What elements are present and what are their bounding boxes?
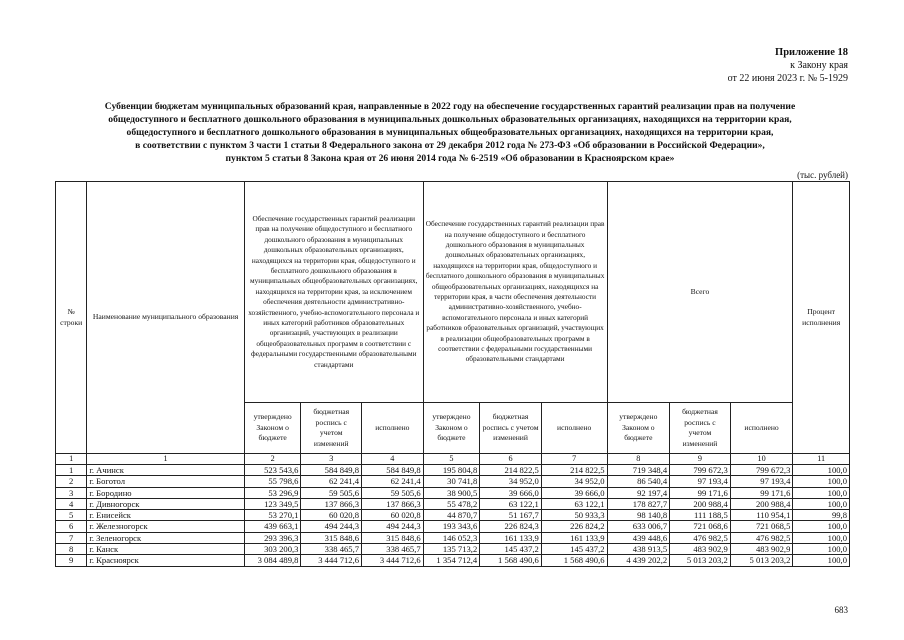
sub-done: исполнено bbox=[541, 403, 607, 454]
value-cell: 226 824,2 bbox=[541, 521, 607, 532]
municipality-name-cell: г. Ачинск bbox=[87, 465, 245, 476]
column-number: 2 bbox=[244, 454, 301, 465]
value-cell: 39 666,0 bbox=[480, 487, 542, 498]
value-cell: 100,0 bbox=[793, 476, 850, 487]
value-cell: 799 672,3 bbox=[730, 465, 793, 476]
table-body bbox=[56, 465, 850, 567]
value-cell: 5 013 203,2 bbox=[730, 555, 793, 566]
value-cell: 195 804,8 bbox=[423, 465, 480, 476]
municipality-name-cell: г. Канск bbox=[87, 544, 245, 555]
value-cell: 100,0 bbox=[793, 544, 850, 555]
value-cell: 60 020,8 bbox=[301, 510, 362, 521]
municipality-name-cell: г. Зеленогорск bbox=[87, 532, 245, 543]
table-row bbox=[56, 487, 850, 498]
appendix-law: к Закону края bbox=[790, 60, 848, 71]
value-cell: 303 200,3 bbox=[244, 544, 301, 555]
column-number: 1 bbox=[56, 454, 87, 465]
value-cell: 63 122,1 bbox=[541, 498, 607, 509]
sub-approved: утверждено Законом о бюджете bbox=[607, 403, 670, 454]
value-cell: 59 505,6 bbox=[362, 487, 424, 498]
header-group2: Обеспечение государственных гарантий реализации прав на получение общедоступного и бесплатного дошкольного образования в муниципальных дошкольных образовательных организациях, находящихся на территории края, общедоступного и бесплатного дошкольного образования в муниципальных общеобразовательных организациях, находящихся на территории края, в части обеспечения деятельности административно-хозяйственного, учебно-вспомогательного персонала и иных категорий работников образовательных организаций, участвующих в реализации общеобразовательных программ в соответствии с федеральными государственными образовательными стандартами bbox=[423, 182, 607, 403]
value-cell: 3 444 712,6 bbox=[301, 555, 362, 566]
value-cell: 100,0 bbox=[793, 555, 850, 566]
column-number: 3 bbox=[301, 454, 362, 465]
value-cell: 494 244,3 bbox=[301, 521, 362, 532]
value-cell: 145 437,2 bbox=[480, 544, 542, 555]
value-cell: 97 193,4 bbox=[730, 476, 793, 487]
value-cell: 97 193,4 bbox=[670, 476, 731, 487]
value-cell: 86 540,4 bbox=[607, 476, 670, 487]
table-row bbox=[56, 510, 850, 521]
value-cell: 145 437,2 bbox=[541, 544, 607, 555]
value-cell: 193 343,6 bbox=[423, 521, 480, 532]
header-total: Всего bbox=[607, 182, 793, 403]
value-cell: 100,0 bbox=[793, 498, 850, 509]
value-cell: 214 822,5 bbox=[541, 465, 607, 476]
value-cell: 100,0 bbox=[793, 521, 850, 532]
row-number-cell: 1 bbox=[56, 465, 87, 476]
column-number: 6 bbox=[480, 454, 542, 465]
value-cell: 30 741,8 bbox=[423, 476, 480, 487]
sub-done: исполнено bbox=[730, 403, 793, 454]
header-row-no: № строки bbox=[56, 182, 87, 454]
value-cell: 494 244,3 bbox=[362, 521, 424, 532]
value-cell: 161 133,9 bbox=[541, 532, 607, 543]
row-number-cell: 7 bbox=[56, 532, 87, 543]
value-cell: 55 478,2 bbox=[423, 498, 480, 509]
value-cell: 34 952,0 bbox=[480, 476, 542, 487]
title-line: общедоступного и бесплатного дошкольного образования в муниципальных дошкольных образовательных организациях, находящихся на территории края, bbox=[108, 114, 792, 125]
value-cell: 60 020,8 bbox=[362, 510, 424, 521]
row-number-cell: 2 bbox=[56, 476, 87, 487]
value-cell: 719 348,4 bbox=[607, 465, 670, 476]
value-cell: 633 006,7 bbox=[607, 521, 670, 532]
value-cell: 1 354 712,4 bbox=[423, 555, 480, 566]
table-row bbox=[56, 498, 850, 509]
value-cell: 476 982,5 bbox=[670, 532, 731, 543]
value-cell: 55 798,6 bbox=[244, 476, 301, 487]
value-cell: 178 827,7 bbox=[607, 498, 670, 509]
value-cell: 1 568 490,6 bbox=[541, 555, 607, 566]
subsidy-table bbox=[55, 181, 850, 567]
value-cell: 50 933,3 bbox=[541, 510, 607, 521]
value-cell: 584 849,8 bbox=[301, 465, 362, 476]
header-group1: Обеспечение государственных гарантий реализации прав на получение общедоступного и бесплатного дошкольного образования в муниципальных дошкольных образовательных организациях, находящихся на территории края, общедоступного и бесплатного дошкольного образования в муниципальных общеобразовательных организациях, находящихся на территории края, за исключением обеспечения деятельности административно-хозяйственного, учебно-вспомогательного персонала и иных категорий работников образовательных организаций, участвующих в реализации общеобразовательных программ в соответствии с федеральными государственными образовательными стандартами bbox=[244, 182, 423, 403]
value-cell: 39 666,0 bbox=[541, 487, 607, 498]
municipality-name-cell: г. Бородино bbox=[87, 487, 245, 498]
column-number: 7 bbox=[541, 454, 607, 465]
value-cell: 99 171,6 bbox=[730, 487, 793, 498]
municipality-name-cell: г. Боготол bbox=[87, 476, 245, 487]
value-cell: 799 672,3 bbox=[670, 465, 731, 476]
value-cell: 62 241,4 bbox=[362, 476, 424, 487]
value-cell: 5 013 203,2 bbox=[670, 555, 731, 566]
value-cell: 439 448,6 bbox=[607, 532, 670, 543]
title-line: Субвенции бюджетам муниципальных образований края, направленные в 2022 году на обеспечение государственных гарантий реализации прав на получение bbox=[104, 101, 796, 112]
value-cell: 161 133,9 bbox=[480, 532, 542, 543]
value-cell: 584 849,8 bbox=[362, 465, 424, 476]
header-name: Наименование муниципального образования bbox=[87, 182, 245, 454]
value-cell: 476 982,5 bbox=[730, 532, 793, 543]
value-cell: 137 866,3 bbox=[301, 498, 362, 509]
value-cell: 146 052,3 bbox=[423, 532, 480, 543]
sub-approved: утверждено Законом о бюджете bbox=[244, 403, 301, 454]
table-row bbox=[56, 476, 850, 487]
municipality-name-cell: г. Железногорск bbox=[87, 521, 245, 532]
row-number-cell: 9 bbox=[56, 555, 87, 566]
value-cell: 51 167,7 bbox=[480, 510, 542, 521]
value-cell: 100,0 bbox=[793, 465, 850, 476]
column-number: 1 bbox=[87, 454, 245, 465]
value-cell: 483 902,9 bbox=[670, 544, 731, 555]
value-cell: 59 505,6 bbox=[301, 487, 362, 498]
row-number-cell: 3 bbox=[56, 487, 87, 498]
column-number: 8 bbox=[607, 454, 670, 465]
value-cell: 63 122,1 bbox=[480, 498, 542, 509]
value-cell: 214 822,5 bbox=[480, 465, 542, 476]
value-cell: 98 140,8 bbox=[607, 510, 670, 521]
title-line: пунктом 5 статьи 8 Закона края от 26 июня 2014 года № 6-2519 «Об образовании в Красноярском крае» bbox=[225, 153, 675, 164]
title-line: в соответствии с пунктом 3 части 1 статьи 8 Федерального закона от 29 декабря 2012 года № 273-ФЗ «Об образовании в Российской Федерации», bbox=[135, 140, 765, 151]
value-cell: 721 068,6 bbox=[670, 521, 731, 532]
appendix-number: Приложение 18 bbox=[775, 47, 848, 58]
value-cell: 111 188,5 bbox=[670, 510, 731, 521]
column-number: 4 bbox=[362, 454, 424, 465]
column-number: 11 bbox=[793, 454, 850, 465]
value-cell: 338 465,7 bbox=[301, 544, 362, 555]
value-cell: 338 465,7 bbox=[362, 544, 424, 555]
value-cell: 483 902,9 bbox=[730, 544, 793, 555]
value-cell: 315 848,6 bbox=[301, 532, 362, 543]
value-cell: 44 870,7 bbox=[423, 510, 480, 521]
value-cell: 200 988,4 bbox=[670, 498, 731, 509]
header-row-main bbox=[56, 182, 850, 403]
table-row bbox=[56, 555, 850, 566]
value-cell: 226 824,3 bbox=[480, 521, 542, 532]
row-number-cell: 8 bbox=[56, 544, 87, 555]
municipality-name-cell: г. Енисейск bbox=[87, 510, 245, 521]
value-cell: 38 900,5 bbox=[423, 487, 480, 498]
value-cell: 439 663,1 bbox=[244, 521, 301, 532]
table-row bbox=[56, 521, 850, 532]
value-cell: 438 913,5 bbox=[607, 544, 670, 555]
document-title bbox=[70, 100, 830, 165]
appendix-header bbox=[728, 46, 848, 85]
value-cell: 315 848,6 bbox=[362, 532, 424, 543]
sub-budget: бюджетная роспись с учетом изменений bbox=[670, 403, 731, 454]
table-row bbox=[56, 532, 850, 543]
row-number-cell: 6 bbox=[56, 521, 87, 532]
value-cell: 293 396,3 bbox=[244, 532, 301, 543]
page-number: 683 bbox=[834, 605, 848, 615]
table-row bbox=[56, 465, 850, 476]
sub-budget: бюджетная роспись с учетом изменений bbox=[301, 403, 362, 454]
value-cell: 135 713,2 bbox=[423, 544, 480, 555]
value-cell: 62 241,4 bbox=[301, 476, 362, 487]
value-cell: 3 084 489,8 bbox=[244, 555, 301, 566]
value-cell: 53 296,9 bbox=[244, 487, 301, 498]
table-row bbox=[56, 544, 850, 555]
title-line: общедоступного и бесплатного дошкольного образования в муниципальных общеобразовательных организациях, находящихся на территории края, bbox=[126, 127, 774, 138]
sub-done: исполнено bbox=[362, 403, 424, 454]
municipality-name-cell: г. Красноярск bbox=[87, 555, 245, 566]
value-cell: 137 866,3 bbox=[362, 498, 424, 509]
value-cell: 53 270,1 bbox=[244, 510, 301, 521]
value-cell: 92 197,4 bbox=[607, 487, 670, 498]
value-cell: 721 068,5 bbox=[730, 521, 793, 532]
column-number: 9 bbox=[670, 454, 731, 465]
value-cell: 34 952,0 bbox=[541, 476, 607, 487]
value-cell: 200 988,4 bbox=[730, 498, 793, 509]
units-label: (тыс. рублей) bbox=[797, 170, 848, 180]
value-cell: 123 349,5 bbox=[244, 498, 301, 509]
value-cell: 110 954,1 bbox=[730, 510, 793, 521]
sub-approved: утверждено Законом о бюджете bbox=[423, 403, 480, 454]
row-number-cell: 5 bbox=[56, 510, 87, 521]
appendix-date: от 22 июня 2023 г. № 5-1929 bbox=[727, 73, 848, 84]
municipality-name-cell: г. Дивногорск bbox=[87, 498, 245, 509]
sub-budget: бюджетная роспись с учетом изменений bbox=[480, 403, 542, 454]
value-cell: 100,0 bbox=[793, 487, 850, 498]
value-cell: 99 171,6 bbox=[670, 487, 731, 498]
value-cell: 4 439 202,2 bbox=[607, 555, 670, 566]
column-number: 5 bbox=[423, 454, 480, 465]
row-number-cell: 4 bbox=[56, 498, 87, 509]
value-cell: 523 543,6 bbox=[244, 465, 301, 476]
column-number-row bbox=[56, 454, 850, 465]
header-percent: Процент исполнения bbox=[793, 182, 850, 454]
value-cell: 99,8 bbox=[793, 510, 850, 521]
value-cell: 1 568 490,6 bbox=[480, 555, 542, 566]
value-cell: 3 444 712,6 bbox=[362, 555, 424, 566]
column-number: 10 bbox=[730, 454, 793, 465]
value-cell: 100,0 bbox=[793, 532, 850, 543]
